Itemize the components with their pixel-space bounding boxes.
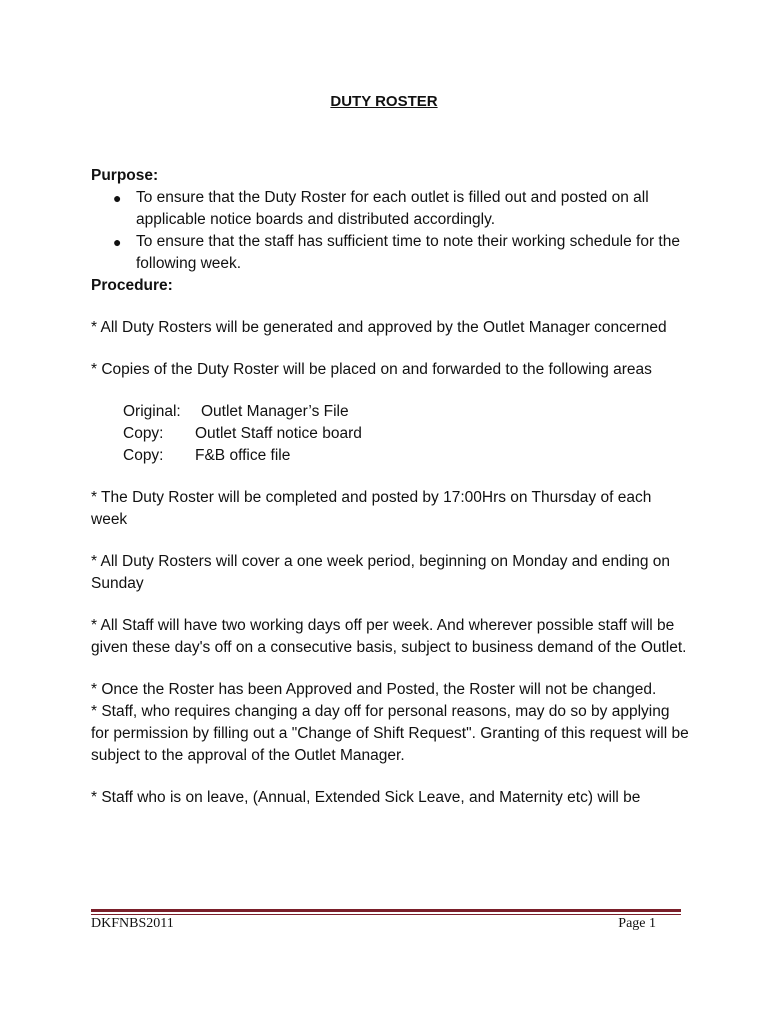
footer-page-number: Page 1 <box>618 916 656 931</box>
copy-value: Outlet Staff notice board <box>195 425 362 442</box>
procedure-heading: Procedure: <box>91 277 173 294</box>
procedure-item: * The Duty Roster will be completed and posted by 17:00Hrs on Thursday of each week <box>91 489 652 528</box>
bullet-icon: ● <box>113 190 122 206</box>
list-item: ● To ensure that the Duty Roster for each outlet is filled out and posted on all applicable notice boards and distributed accordingly. <box>113 189 649 228</box>
procedure-item: * Staff who is on leave, (Annual, Extended Sick Leave, and Maternity etc) will be <box>91 789 641 806</box>
footer-doc-code: DKFNBS2011 <box>91 916 174 931</box>
purpose-heading: Purpose: <box>91 167 159 184</box>
procedure-item: * All Duty Rosters will cover a one week period, beginning on Monday and ending on Sunday <box>91 553 671 592</box>
procedure-item: * Staff, who requires changing a day off for personal reasons, may do so by applying for permission by filling out a "Change of Shift Request". Granting of this request will be subject to the approval of the Outlet Manager. <box>91 703 689 764</box>
copy-row <box>123 401 691 423</box>
procedure-item: * Once the Roster has been Approved and Posted, the Roster will not be changed. <box>91 681 657 698</box>
procedure-item: * Copies of the Duty Roster will be placed on and forwarded to the following areas <box>91 361 652 378</box>
bullet-icon: ● <box>113 234 122 250</box>
copy-value: Outlet Manager’s File <box>201 403 349 420</box>
document-title: DUTY ROSTER <box>330 93 438 110</box>
procedure-item: * All Duty Rosters will be generated and approved by the Outlet Manager concerned <box>91 319 667 336</box>
list-item: ● To ensure that the staff has sufficient time to note their working schedule for the following week. <box>113 233 680 272</box>
copy-label: Original: <box>123 403 181 420</box>
copy-label: Copy: <box>123 447 164 464</box>
copy-row <box>123 445 691 467</box>
copy-label: Copy: <box>123 425 164 442</box>
procedure-item: * All Staff will have two working days off per week. And wherever possible staff will be given these day's off on a consecutive basis, subject to business demand of the Outlet. <box>91 617 687 656</box>
copy-distribution-list <box>91 401 691 467</box>
copy-value: F&B office file <box>195 447 291 464</box>
footer-rule <box>91 909 681 912</box>
footer-rule <box>91 914 681 915</box>
purpose-list <box>91 187 691 275</box>
copy-row <box>123 423 691 445</box>
document-body <box>91 165 691 809</box>
